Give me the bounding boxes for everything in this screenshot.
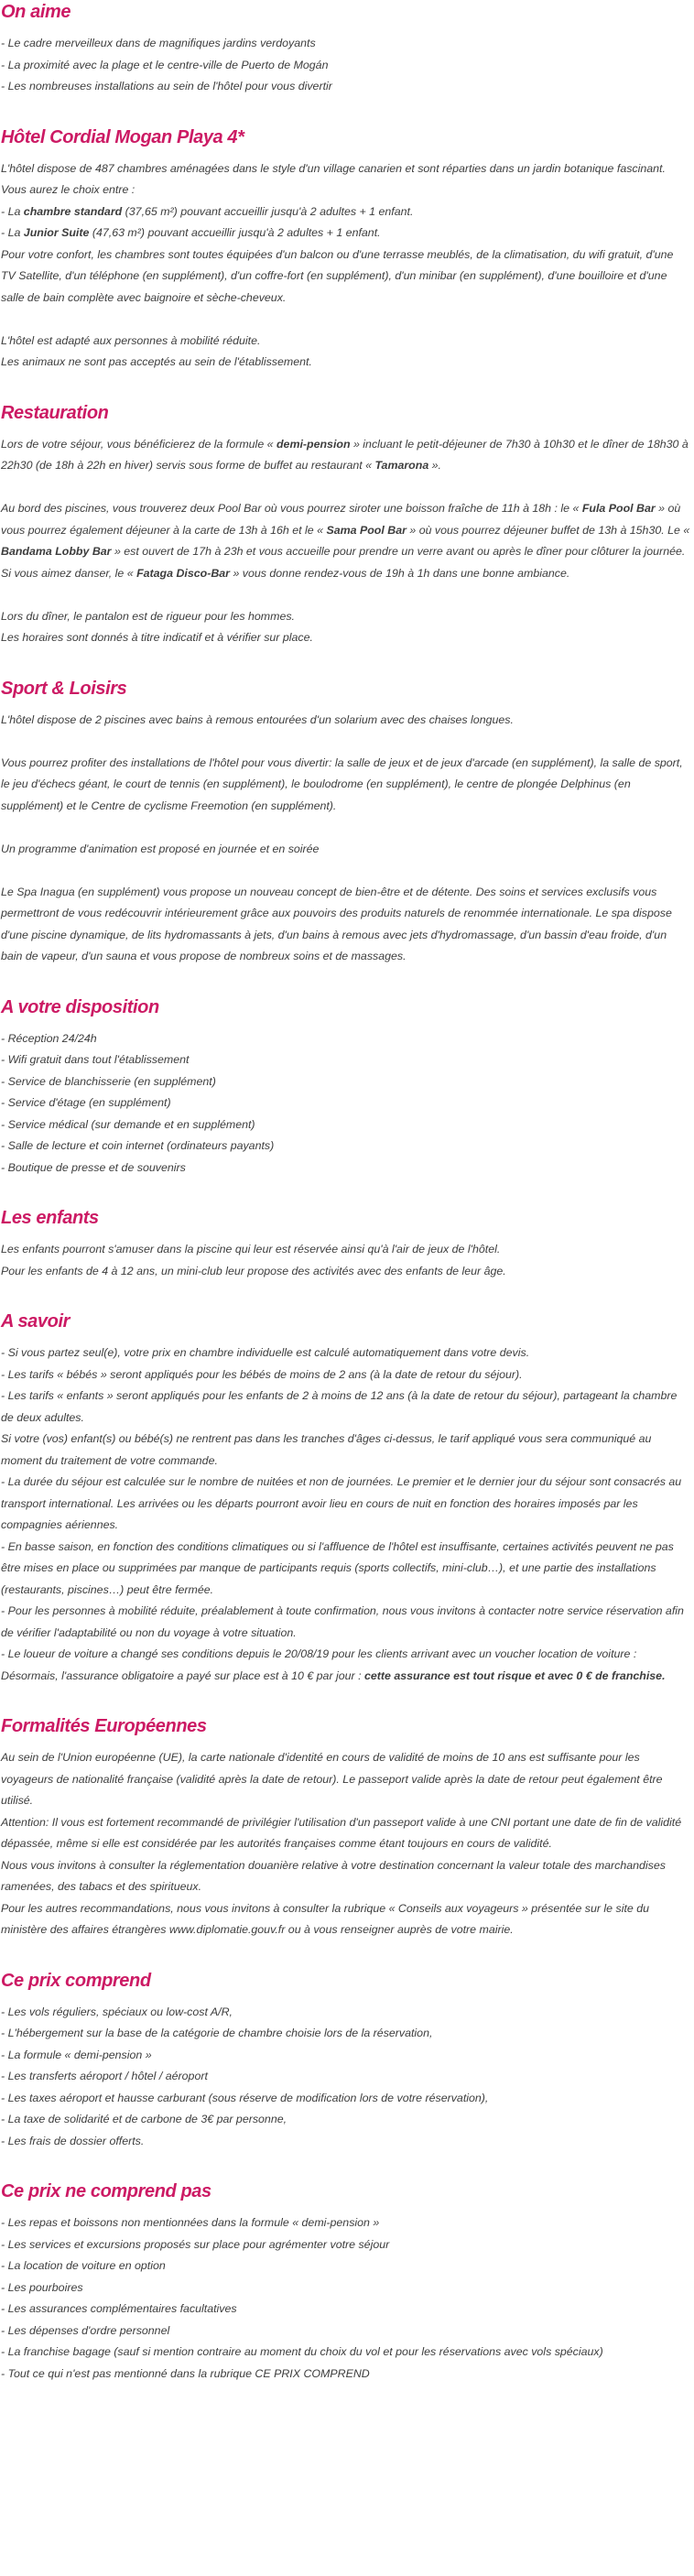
- room-standard: - La chambre standard (37,65 m²) pouvant accueillir jusqu'à 2 adultes + 1 enfant.: [1, 204, 414, 218]
- sport-pools: L'hôtel dispose de 2 piscines avec bains à remous entourées d'un solarium avec des chaises longues.: [1, 712, 514, 726]
- list-item: Attention: Il vous est fortement recommandé de privilégier l'utilisation d'un passeport valide à une CNI portant une date de fin de validité dépassée, même si elle est considérée par les autorités françaises comme étant toujours en cours de validité.: [1, 1815, 682, 1850]
- list-item: - Wifi gratuit dans tout l'établissement: [1, 1053, 190, 1066]
- list-item: - Le loueur de voiture a changé ses conditions depuis le 20/08/19 pour les clients arrivant avec un voucher location de voiture : Désormais, l'assurance obligatoire a payé sur place est à 10 € par jour : cette assurance est tout risque et avec 0 € de franchise.: [1, 1647, 666, 1682]
- list-item: - Les tarifs « enfants » seront appliqués pour les enfants de 2 à moins de 12 ans (à la date de retour du séjour), partageant la chambre de deux adultes.: [1, 1389, 678, 1424]
- section-title-enfants: Les enfants: [1, 1208, 99, 1228]
- restauration-formula: Lors de votre séjour, vous bénéficierez de la formule « demi-pension » incluant le petit-déjeuner de 7h30 à 10h30 et le dîner de 18h30 à 22h30 (de 18h à 22h en hiver) servis sous forme de buffet au restaurant « Tamarona ».: [1, 437, 689, 472]
- list-item: - Service d'étage (en supplément): [1, 1096, 171, 1109]
- list-item: - Salle de lecture et coin internet (ordinateurs payants): [1, 1139, 275, 1152]
- list-item: Si votre (vos) enfant(s) ou bébé(s) ne rentrent pas dans les tranches d'âges ci-dessus, le tarif appliqué vous sera communiqué au moment du traitement de votre commande.: [1, 1432, 652, 1467]
- section-title-formalites: Formalités Européennes: [1, 1716, 207, 1736]
- hotel-mobility: L'hôtel est adapté aux personnes à mobilité réduite.: [1, 333, 261, 347]
- list-item: - Tout ce qui n'est pas mentionné dans la rubrique CE PRIX COMPREND: [1, 2366, 370, 2380]
- hotel-intro: L'hôtel dispose de 487 chambres aménagées dans le style d'un village canarien et sont réparties dans un jardin botanique fascinant.: [1, 161, 666, 175]
- list-item: - La formule « demi-pension »: [1, 2048, 152, 2061]
- list-item: - Les vols réguliers, spéciaux ou low-cost A/R,: [1, 2005, 233, 2018]
- list-item: - Les dépenses d'ordre personnel: [1, 2323, 170, 2337]
- list-item: - La durée du séjour est calculée sur le nombre de nuitées et non de journées. Le premier et le dernier jour du séjour sont consacrés au transport international. Les arrivées ou les départs pourront avoir lieu en cours de nuit en fonction des horaires imposés par les compagnies aériennes.: [1, 1475, 682, 1531]
- sport-facilities: Vous pourrez profiter des installations de l'hôtel pour vous divertir: la salle de jeux et de jeux d'arcade (en supplément), la salle de sport, le jeu d'échecs géant, le court de tennis (en supplément), le boulodrome (en supplément), le centre de plongée Delphinus (en supplément) et le Centre de cyclisme Freemotion (en supplément).: [1, 755, 683, 812]
- list-item: Nous vous invitons à consulter la réglementation douanière relative à votre destination concernant la valeur totale des marchandises ramenées, des tabacs et des spiritueux.: [1, 1858, 666, 1893]
- hotel-choice: Vous aurez le choix entre :: [1, 183, 136, 196]
- list-item: - Réception 24/24h: [1, 1031, 97, 1045]
- list-item: - La franchise bagage (sauf si mention contraire au moment du choix du vol et pour les réservations avec vols spéciaux): [1, 2345, 603, 2358]
- restauration-dress-code: Lors du dîner, le pantalon est de rigueur pour les hommes.: [1, 609, 295, 623]
- restauration-hours-note: Les horaires sont donnés à titre indicatif et à vérifier sur place.: [1, 631, 313, 644]
- hotel-animals: Les animaux ne sont pas acceptés au sein de l'établissement.: [1, 355, 312, 368]
- list-item: - Service médical (sur demande et en supplément): [1, 1117, 255, 1131]
- list-item: Au sein de l'Union européenne (UE), la carte nationale d'identité en cours de validité de moins de 10 ans est suffisante pour les voyageurs de nationalité française (validité après la date de retour). Le passeport valide après la date de retour peut également être utilisé.: [1, 1751, 663, 1807]
- list-item: - Les taxes aéroport et hausse carburant (sous réserve de modification lors de votre réservation),: [1, 2091, 489, 2104]
- room-junior-suite: - La Junior Suite (47,63 m²) pouvant accueillir jusqu'à 2 adultes + 1 enfant.: [1, 226, 381, 239]
- sport-animation: Un programme d'animation est proposé en journée et en soirée: [1, 842, 320, 855]
- list-item: - En basse saison, en fonction des conditions climatiques ou si l'affluence de l'hôtel est insuffisante, certaines activités peuvent ne pas être mises en place ou supprimées par manque de participants requis (sports collectifs, mini-club…), et une partie des installations (restaurants, piscines…) peut être fermée.: [1, 1539, 674, 1596]
- list-item: - La location de voiture en option: [1, 2259, 166, 2272]
- list-item: Les enfants pourront s'amuser dans la piscine qui leur est réservée ainsi qu'à l'air de jeux de l'hôtel.: [1, 1243, 501, 1255]
- list-item: - Service de blanchisserie (en supplément): [1, 1074, 216, 1088]
- list-item: - Les transferts aéroport / hôtel / aéroport: [1, 2070, 208, 2082]
- list-item: - Les assurances complémentaires facultatives: [1, 2302, 237, 2315]
- list-item: - Les tarifs « bébés » seront appliqués pour les bébés de moins de 2 ans (à la date de retour du séjour).: [1, 1367, 523, 1381]
- section-title-ne-comprend: Ce prix ne comprend pas: [1, 2181, 211, 2201]
- list-item: - Les services et excursions proposés sur place pour agrémenter votre séjour: [1, 2237, 390, 2251]
- list-item: - Boutique de presse et de souvenirs: [1, 1160, 186, 1174]
- list-item: Pour les autres recommandations, nous vous invitons à consulter la rubrique « Conseils aux voyageurs » présentée sur le site du ministère des affaires étrangères www.diplomatie.gouv.fr ou à vous renseigner auprès de votre mairie.: [1, 1901, 650, 1936]
- list-item: - Le cadre merveilleux dans de magnifiques jardins verdoyants: [1, 37, 316, 49]
- section-title-comprend: Ce prix comprend: [1, 1970, 151, 1991]
- list-item: - Si vous partez seul(e), votre prix en chambre individuelle est calculé automatiquement dans votre devis.: [1, 1346, 530, 1359]
- list-item: - Pour les personnes à mobilité réduite, préalablement à toute confirmation, nous vous invitons à contacter notre service réservation afin de vérifier l'adaptabilité ou non du voyage à votre situation.: [1, 1604, 684, 1639]
- section-title-hotel: Hôtel Cordial Mogan Playa 4*: [1, 126, 244, 147]
- list-item: - Les nombreuses installations au sein de l'hôtel pour vous divertir: [1, 80, 332, 92]
- section-title-on-aime: On aime: [1, 2, 71, 22]
- section-title-sport: Sport & Loisirs: [1, 678, 127, 699]
- list-item: - La proximité avec la plage et le centre-ville de Puerto de Mogán: [1, 58, 329, 71]
- list-item: - L'hébergement sur la base de la catégorie de chambre choisie lors de la réservation,: [1, 2027, 433, 2039]
- list-item: - Les pourboires: [1, 2280, 83, 2294]
- list-item: Pour les enfants de 4 à 12 ans, un mini-club leur propose des activités avec des enfants de leur âge.: [1, 1264, 506, 1277]
- section-title-disposition: A votre disposition: [1, 996, 159, 1017]
- list-item: - Les repas et boissons non mentionnées dans la formule « demi-pension »: [1, 2216, 380, 2229]
- restauration-bars: Au bord des piscines, vous trouverez deux Pool Bar où vous pourrez siroter une boisson fraîche de 11h à 18h : le « Fula Pool Bar » où vous pourrez également déjeuner à la carte de 13h à 16h et le « Sama Pool Bar » où vous pourrez déjeuner buffet de 13h à 15h30. Le « Bandama Lobby Bar » est ouvert de 17h à 23h et vous accueille pour prendre un verre avant ou après le dîner pour clôturer la journée. Si vous aimez danser, le « Fataga Disco-Bar » vous donne rendez-vous de 19h à 1h dans une bonne ambiance.: [1, 502, 690, 580]
- sport-spa: Le Spa Inagua (en supplément) vous propose un nouveau concept de bien-être et de détente. Des soins et services exclusifs vous permettront de vous redécouvrir intérieurement grâce aux pouvoirs des produits naturels de renommée internationale. Le spa dispose d'une piscine dynamique, de lits hydromassants à jets, d'un bains à remous avec jets d'hydromassage, d'un bassin d'eau froide, d'un bain de vapeur, d'un sauna et vous propose de nombreux soins et de massages.: [1, 885, 672, 962]
- list-item: - La taxe de solidarité et de carbone de 3€ par personne,: [1, 2113, 287, 2125]
- list-item: - Les frais de dossier offerts.: [1, 2134, 145, 2147]
- hotel-comfort: Pour votre confort, les chambres sont toutes équipées d'un balcon ou d'une terrasse meublés, de la climatisation, du wifi gratuit, d'une TV Satellite, d'un téléphone (en supplément), d'un coffre-fort (en supplément), d'un minibar (en supplément), d'une bouilloire et d'une salle de bain complète avec baignoire et sèche-cheveux.: [1, 247, 674, 304]
- section-title-savoir: A savoir: [1, 1311, 70, 1331]
- section-title-restauration: Restauration: [1, 402, 109, 423]
